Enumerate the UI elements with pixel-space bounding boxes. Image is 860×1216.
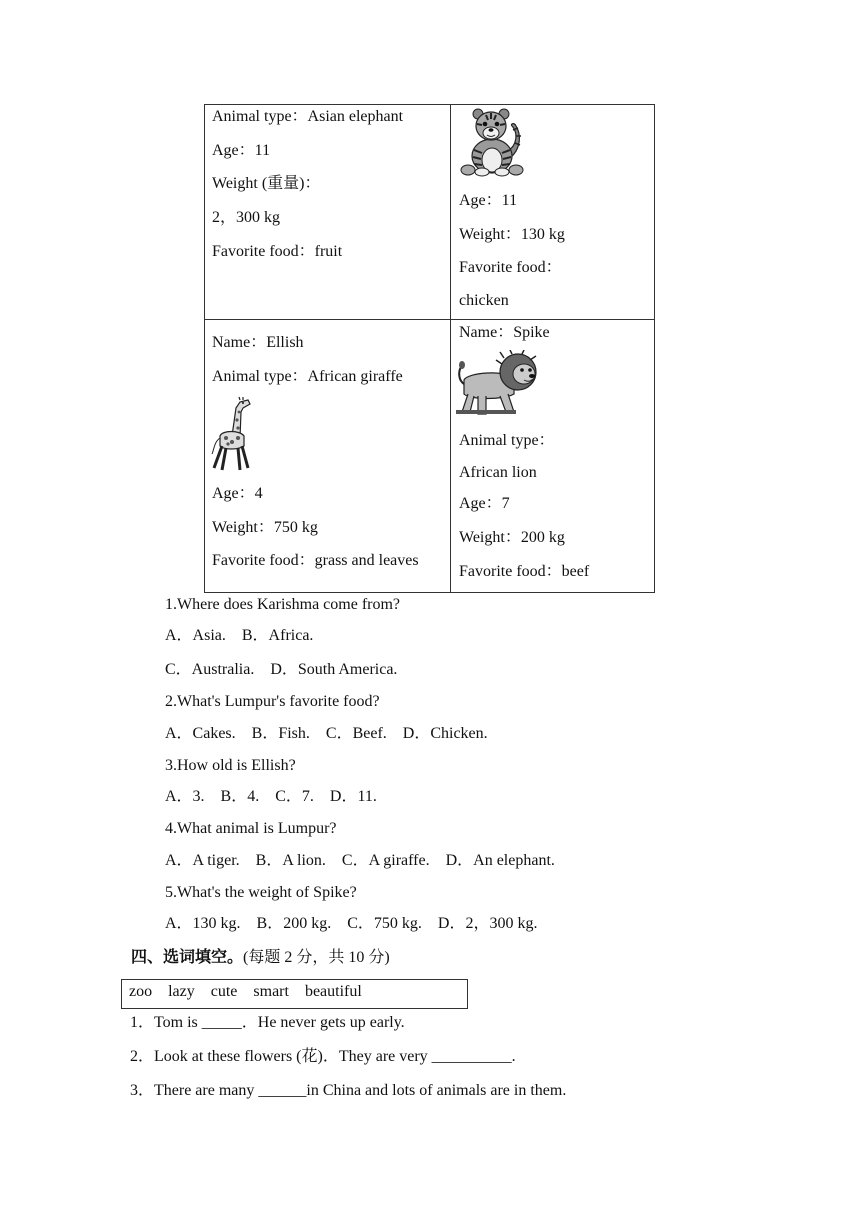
fill-blank-item-1: 1．Tom is _____．He never gets up early. xyxy=(130,1014,405,1031)
question-5-options: A．130 kg. B．200 kg. C．750 kg. D．2，300 kg. xyxy=(165,915,538,932)
word-bank: zoo lazy cute smart beautiful xyxy=(129,983,362,1000)
question-2-options: A．Cakes. B．Fish. C．Beef. D．Chicken. xyxy=(165,725,488,742)
question-1-options-a: A．Asia. B．Africa. xyxy=(165,627,314,644)
cell1-weight-value: 2，300 kg xyxy=(212,209,281,226)
cell2-favorite-food-value: chicken xyxy=(459,292,509,309)
table-divider-vertical xyxy=(450,104,451,593)
cell4-favorite-food: Favorite food：beef xyxy=(459,563,590,580)
question-4: 4.What animal is Lumpur? xyxy=(165,820,337,837)
question-2: 2.What's Lumpur's favorite food? xyxy=(165,693,380,710)
question-5: 5.What's the weight of Spike? xyxy=(165,884,357,901)
cell2-weight: Weight：130 kg xyxy=(459,226,565,243)
question-1: 1.Where does Karishma come from? xyxy=(165,596,401,613)
fill-blank-item-2: 2．Look at these flowers (花)．They are very __________. xyxy=(130,1048,516,1065)
cell4-weight: Weight：200 kg xyxy=(459,529,565,546)
cell4-animal-type-label: Animal type： xyxy=(459,432,555,449)
question-4-options: A．A tiger. B．A lion. C．A giraffe. D．An elephant. xyxy=(165,852,555,869)
section-4-heading-points: (每题 2 分，共 10 分) xyxy=(243,949,390,966)
cell3-age: Age：4 xyxy=(212,485,263,502)
fill-blank-item-3: 3．There are many ______in China and lots of animals are in them. xyxy=(130,1082,567,1099)
section-4-heading-title: 四、选词填空。 xyxy=(131,947,244,966)
question-3: 3.How old is Ellish? xyxy=(165,757,296,774)
tiger-icon xyxy=(456,106,532,178)
question-1-options-b: C．Australia. D．South America. xyxy=(165,661,398,678)
cell3-weight: Weight：750 kg xyxy=(212,519,318,536)
cell3-name: Name：Ellish xyxy=(212,334,304,351)
question-3-options: A．3. B．4. C．7. D．11. xyxy=(165,788,377,805)
cell2-favorite-food-label: Favorite food： xyxy=(459,259,562,276)
cell1-favorite-food: Favorite food：fruit xyxy=(212,243,343,260)
cell4-age: Age：7 xyxy=(459,495,510,512)
lion-icon xyxy=(456,350,542,418)
cell2-age: Age：11 xyxy=(459,192,518,209)
table-divider-horizontal xyxy=(204,319,655,320)
section-4-heading xyxy=(131,949,390,966)
cell3-favorite-food: Favorite food：grass and leaves xyxy=(212,552,419,569)
cell1-animal-type: Animal type：Asian elephant xyxy=(212,108,404,125)
cell4-animal-type-value: African lion xyxy=(459,464,537,481)
cell1-age: Age：11 xyxy=(212,142,271,159)
cell1-weight-label: Weight (重量)： xyxy=(212,175,321,192)
cell4-name: Name：Spike xyxy=(459,324,550,341)
giraffe-icon xyxy=(210,396,258,472)
cell3-animal-type: Animal type：African giraffe xyxy=(212,368,403,385)
